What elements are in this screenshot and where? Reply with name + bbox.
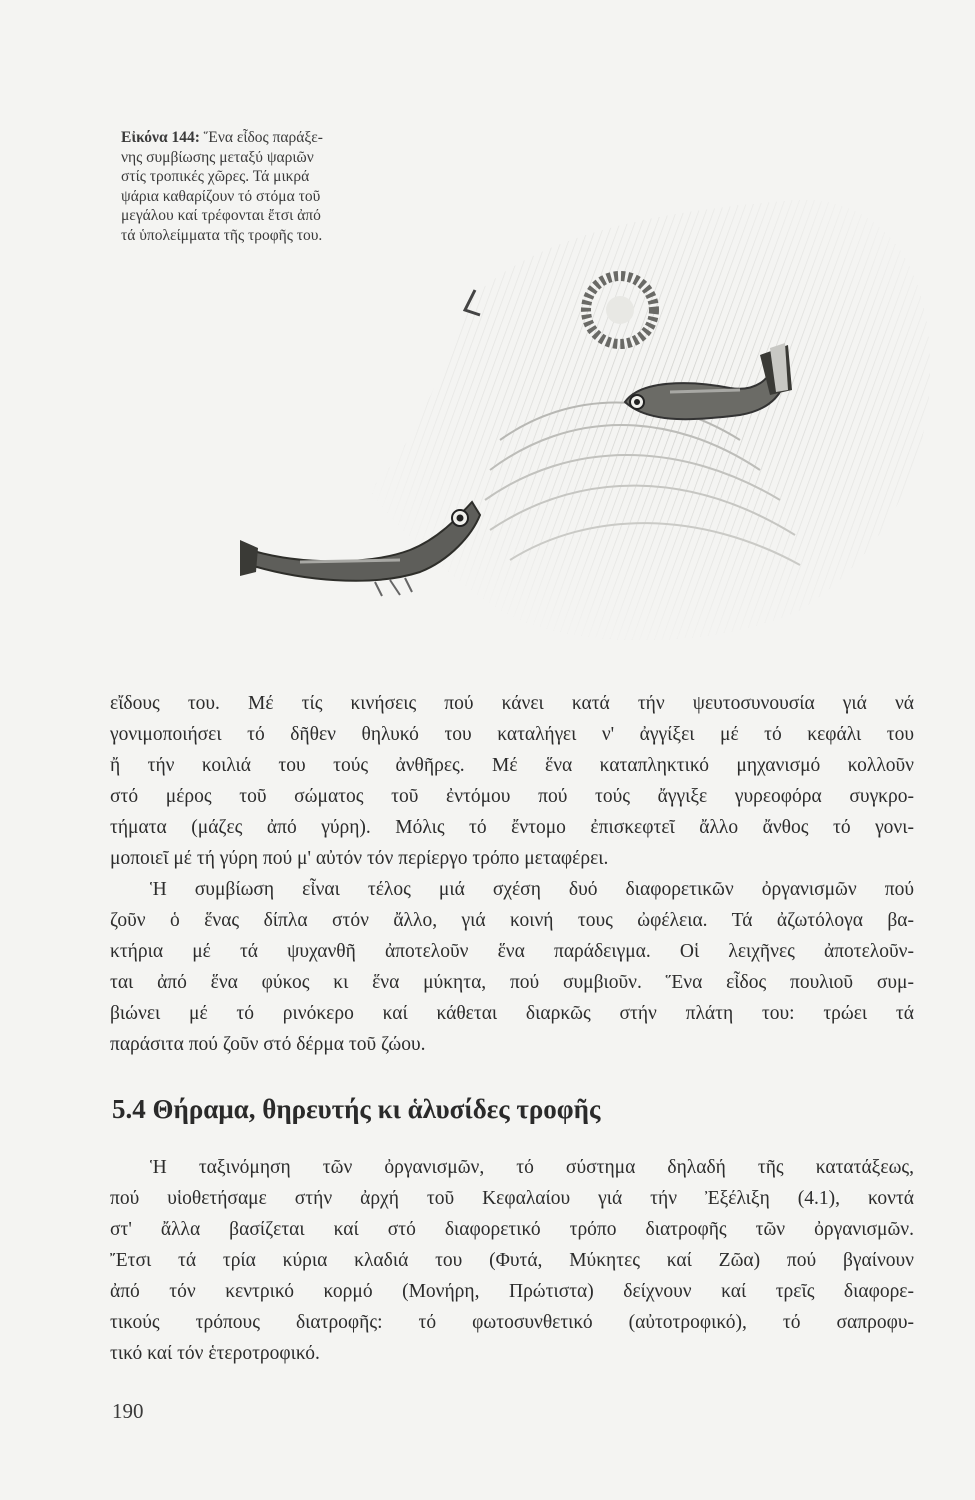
text-line: τήματα (μάζες ἀπό γύρη). Μόλις τό ἔντομο ἐπισκεφτεῖ ἄλλο ἄνθος τό γονι- xyxy=(110,817,914,838)
paragraph-3 xyxy=(110,1152,914,1369)
page-number: 190 xyxy=(112,1399,144,1423)
text-line: στό μέρος τοῦ σώματος τοῦ ἐντόμου πού τούς ἄγγιξε γυρεοφόρα συγκρο- xyxy=(110,786,914,807)
text-line: ζοῦν ὁ ἕνας δίπλα στόν ἄλλο, γιά κοινή τους ὠφέλεια. Τά ἀζωτόλογα βα- xyxy=(110,910,914,931)
caption-line: μεγάλου καί τρέφονται ἔτσι ἀπό xyxy=(121,207,321,224)
section-heading: 5.4 Θήραμα, θηρευτής κι ἁλυσίδες τροφῆς xyxy=(112,1094,601,1124)
text-line: κτήρια μέ τά ψυχανθῆ ἀποτελοῦν ἕνα παράδειγμα. Οἱ λειχῆνες ἀποτελοῦν- xyxy=(110,941,914,962)
caption-line: στίς τροπικές χῶρες. Τά μικρά xyxy=(121,168,310,185)
text-line: τικό καί τόν ἑτεροτροφικό. xyxy=(110,1343,320,1364)
text-line: Ἡ ταξινόμηση τῶν ὀργανισμῶν, τό σύστημα δηλαδή τῆς κατατάξεως, xyxy=(150,1157,914,1178)
large-fish-head xyxy=(370,200,930,640)
text-line: τικούς τρόπους διατροφῆς: τό φωτοσυνθετικό (αὐτοτροφικό), τό σαπροφυ- xyxy=(110,1312,914,1333)
text-line: ἀπό τόν κεντρικό κορμό (Μονήρη, Πρώτιστα) δείχνουν καί τρεῖς διαφορε- xyxy=(110,1281,914,1302)
caption-text: Ἕνα εἶδος παράξε- xyxy=(199,129,323,146)
text-line: γονιμοποιήσει τό δῆθεν θηλυκό του καταλήγει ν' ἀγγίξει μέ τό κεφάλι του xyxy=(110,724,914,745)
caption-line: ψάρια καθαρίζουν τό στόμα τοῦ xyxy=(121,187,321,205)
text-line: παράσιτα πού ζοῦν στό δέρμα τοῦ ζώου. xyxy=(110,1034,426,1055)
paragraph-1 xyxy=(110,688,914,874)
caption-label: Εἰκόνα 144: xyxy=(121,129,200,146)
text-line: ἤ τήν κοιλιά του τούς ἀνθῆρες. Μέ ἕνα καταπληκτικό μηχανισμό κολλοῦν xyxy=(110,755,914,776)
text-line: εἴδους του. Μέ τίς κινήσεις πού κάνει κατά τήν ψευτοσυνουσία γιά νά xyxy=(110,693,914,714)
illustration-svg xyxy=(240,140,940,680)
caption-line: τά ὑπολείμματα τῆς τροφῆς του. xyxy=(121,226,323,244)
text-line: ται ἀπό ἕνα φύκος κι ἕνα μύκητα, πού συμβιοῦν. Ἕνα εἶδος πουλιοῦ συμ- xyxy=(110,972,914,993)
text-line: στ' ἄλλα βασίζεται καί στό διαφορετικό τρόπο διατροφῆς τῶν ὀργανισμῶν. xyxy=(110,1219,914,1240)
fish-symbiosis-illustration xyxy=(240,140,940,680)
caption-line: νης συμβίωσης μεταξύ ψαριῶν xyxy=(121,148,314,166)
text-line: βιώνει μέ τό ρινόκερο καί κάθεται διαρκῶς στήν πλάτη του: τρώει τά xyxy=(110,1003,914,1024)
text-line: πού υἱοθετήσαμε στήν ἀρχή τοῦ Κεφαλαίου γιά τήν Ἐξέλιξη (4.1), κοντά xyxy=(110,1188,914,1209)
text-line: Ἔτσι τά τρία κύρια κλαδιά του (Φυτά, Μύκητες καί Ζῶα) πού βγαίνουν xyxy=(110,1250,914,1271)
text-line: Ἡ συμβίωση εἶναι τέλος μιά σχέση δυό διαφορετικῶν ὀργανισμῶν πού xyxy=(150,879,914,900)
paragraph-2 xyxy=(110,874,914,1060)
text-line: μοποιεῖ μέ τή γύρη πού μ' αὐτόν τόν περίεργο τρόπο μεταφέρει. xyxy=(110,848,609,869)
